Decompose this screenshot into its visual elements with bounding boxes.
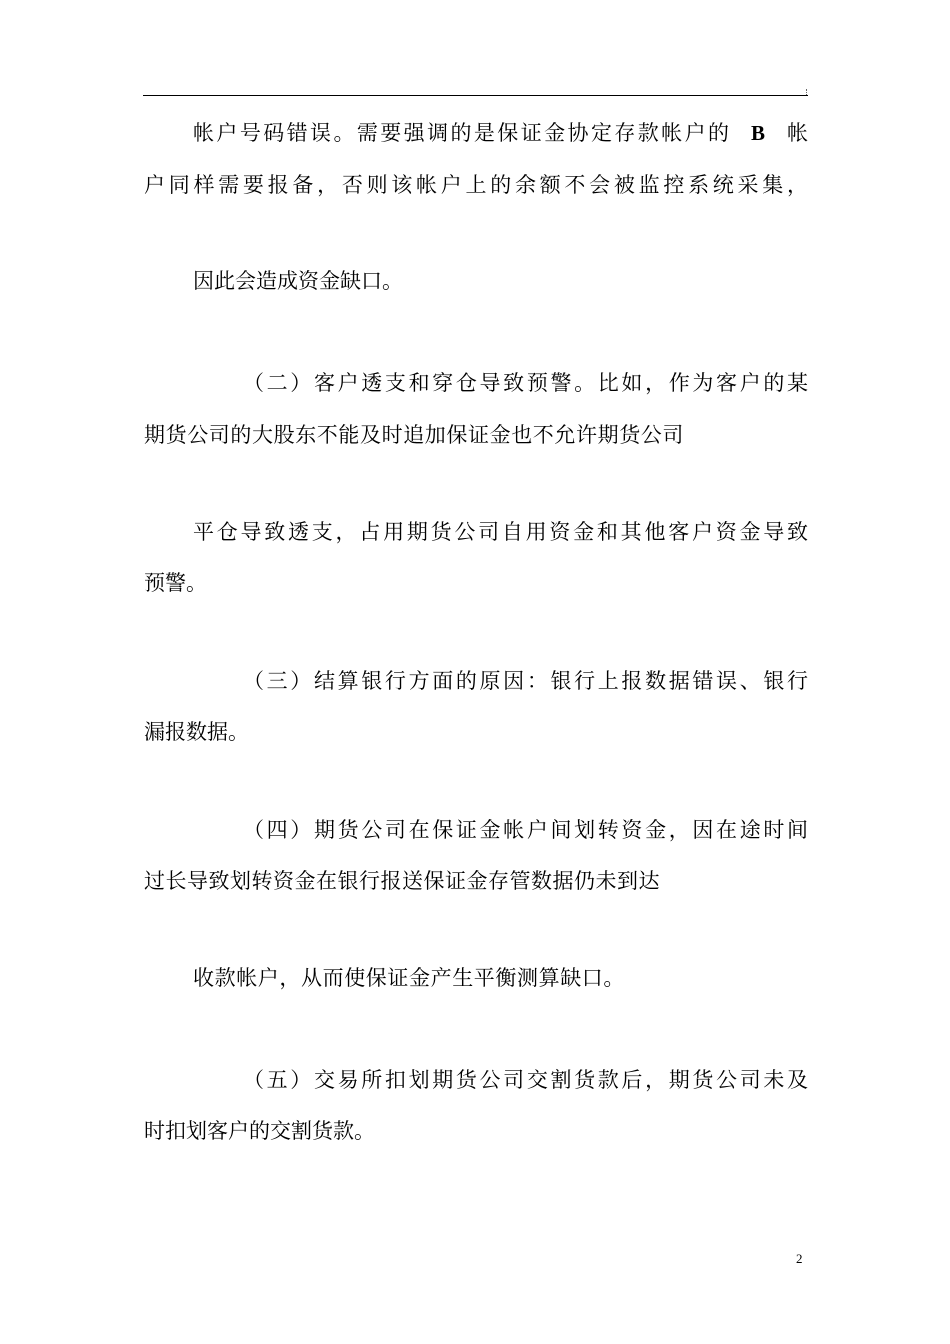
paragraph-line-2: 户同样需要报备，否则该帐户上的余额不会被监控系统采集， bbox=[144, 173, 808, 197]
paragraph-line-5: 期货公司的大股东不能及时追加保证金也不允许期货公司 bbox=[144, 423, 684, 447]
paragraph-line-1 bbox=[193, 119, 808, 147]
paragraph-line-13: （五）交易所扣划期货公司交割货款后，期货公司未及 bbox=[243, 1068, 808, 1092]
text-span: 帐 bbox=[787, 121, 808, 145]
paragraph-line-9: 漏报数据。 bbox=[144, 720, 249, 744]
page-number: 2 bbox=[796, 1251, 803, 1266]
paragraph-line-6: 平仓导致透支，占用期货公司自用资金和其他客户资金导致 bbox=[193, 520, 808, 544]
text-span-bold: B bbox=[750, 121, 765, 145]
paragraph-line-4: （二）客户透支和穿仓导致预警。比如，作为客户的某 bbox=[243, 371, 808, 395]
text-span: 帐户号码错误。需要强调的是保证金协定存款帐户的 bbox=[193, 121, 729, 145]
paragraph-line-10: （四）期货公司在保证金帐户间划转资金，因在途时间 bbox=[243, 818, 808, 842]
header-corner-mark bbox=[806, 89, 809, 95]
paragraph-line-8: （三）结算银行方面的原因：银行上报数据错误、银行 bbox=[243, 669, 808, 693]
paragraph-line-11: 过长导致划转资金在银行报送保证金存管数据仍未到达 bbox=[144, 869, 660, 893]
paragraph-line-14: 时扣划客户的交割货款。 bbox=[144, 1119, 375, 1143]
header-rule bbox=[143, 95, 808, 96]
paragraph-line-12: 收款帐户，从而使保证金产生平衡测算缺口。 bbox=[193, 966, 625, 990]
paragraph-line-7: 预警。 bbox=[144, 571, 207, 595]
paragraph-line-3: 因此会造成资金缺口。 bbox=[193, 269, 403, 293]
